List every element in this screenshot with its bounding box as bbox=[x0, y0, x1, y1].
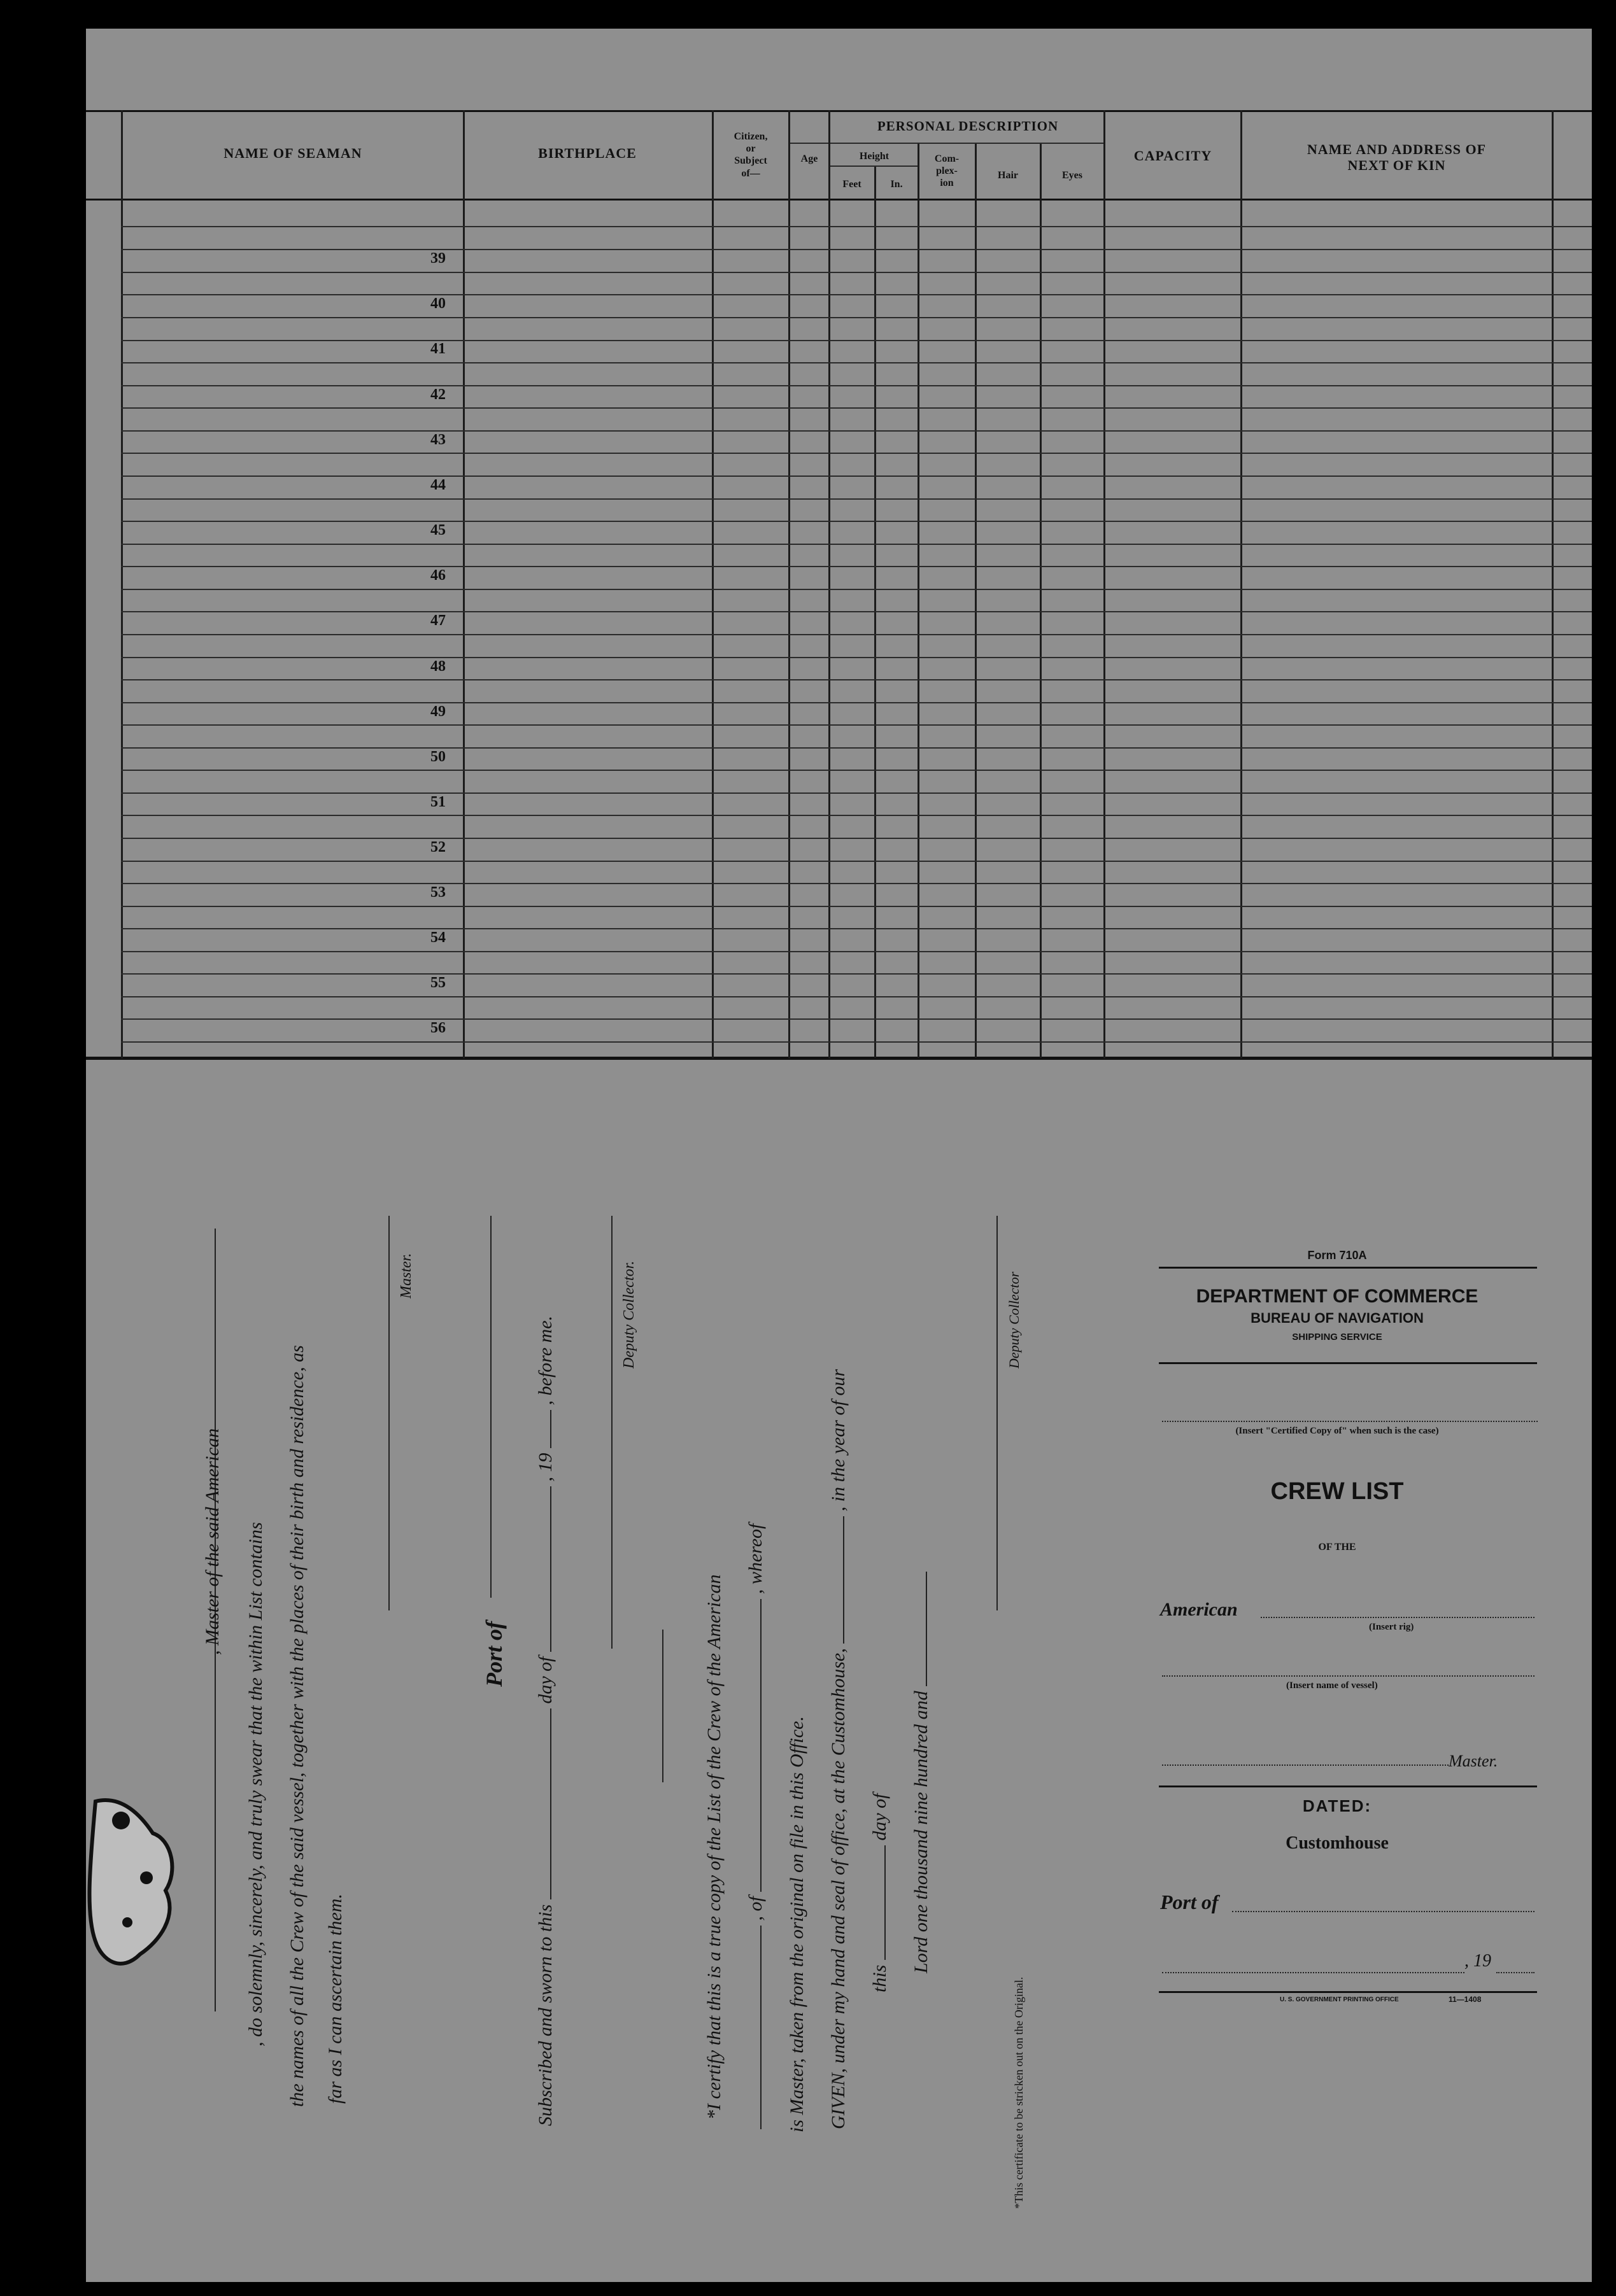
cover-rule bbox=[1159, 1267, 1537, 1269]
printing-office-imprint: U. S. GOVERNMENT PRINTING OFFICE bbox=[1280, 1996, 1399, 2003]
col-line bbox=[121, 110, 123, 1059]
row-line bbox=[121, 566, 1592, 567]
col-line bbox=[712, 110, 714, 1059]
row-number: 46 bbox=[430, 567, 446, 584]
row-number: 42 bbox=[430, 386, 446, 403]
header-kin-line: NEXT OF KIN bbox=[1347, 157, 1446, 174]
form-number: Form 710A bbox=[1307, 1249, 1367, 1262]
row-line bbox=[121, 838, 1592, 839]
print-code: 11—1408 bbox=[1449, 1995, 1482, 2004]
row-number: 39 bbox=[430, 250, 446, 267]
fill-blank bbox=[926, 1572, 927, 1686]
fill-blank bbox=[550, 1486, 551, 1652]
port-fill-line bbox=[490, 1216, 492, 1598]
oath-line-4: far as I can ascertain them. bbox=[325, 1894, 346, 2104]
header-name-of-seaman: NAME OF SEAMAN bbox=[223, 145, 362, 161]
row-line bbox=[121, 362, 1592, 363]
oath-line-3: the names of all the Crew of the said vessel, together with the places of their birth and residence, as bbox=[287, 1345, 308, 2107]
row-line bbox=[121, 747, 1592, 749]
certificate-divider bbox=[662, 1630, 663, 1782]
row-line bbox=[121, 951, 1592, 952]
customhouse-label: Customhouse bbox=[1286, 1833, 1389, 1853]
department-title: DEPARTMENT OF COMMERCE bbox=[1196, 1286, 1478, 1307]
col-line bbox=[1552, 110, 1554, 1059]
row-line bbox=[121, 1018, 1592, 1020]
certificate-line-4 bbox=[828, 1369, 849, 2129]
row-line bbox=[121, 815, 1592, 816]
header-citizen-line: of— bbox=[741, 167, 760, 179]
header-eyes: Eyes bbox=[1062, 170, 1082, 181]
day-of-label: day of bbox=[535, 1656, 556, 1704]
header-citizen-line: Subject bbox=[734, 155, 767, 167]
col-line bbox=[1240, 110, 1242, 1059]
header-birthplace: BIRTHPLACE bbox=[538, 145, 637, 161]
row-line bbox=[121, 702, 1592, 703]
row-line bbox=[121, 906, 1592, 907]
header-complexion bbox=[919, 153, 975, 190]
year-line bbox=[1496, 1972, 1534, 1973]
row-line bbox=[121, 407, 1592, 409]
oath-deputy-collector: Deputy Collector. bbox=[621, 1260, 637, 1369]
oath-port-of: Port of bbox=[481, 1621, 507, 1687]
row-line bbox=[121, 611, 1592, 612]
cover-year: , 19 bbox=[1464, 1951, 1491, 1971]
row-line bbox=[121, 340, 1592, 341]
cover-master-label: Master. bbox=[1449, 1752, 1498, 1770]
row-line bbox=[121, 973, 1592, 975]
row-number: 47 bbox=[430, 612, 446, 629]
fill-blank bbox=[760, 1926, 762, 2129]
insert-rig-note: (Insert rig) bbox=[1369, 1622, 1414, 1632]
personal-desc-rule bbox=[790, 143, 1105, 144]
row-line bbox=[121, 475, 1592, 477]
master-signature-line bbox=[388, 1216, 390, 1610]
crew-list-title: CREW LIST bbox=[1270, 1478, 1404, 1505]
row-line bbox=[121, 498, 1592, 500]
header-bottom-border bbox=[86, 199, 1592, 201]
oath-line-1: , Master of the said American bbox=[202, 1428, 223, 1655]
row-number: 44 bbox=[430, 477, 446, 493]
certificate-line-2 bbox=[745, 1524, 767, 2129]
col-line bbox=[874, 167, 876, 1058]
year-label: , 19 bbox=[535, 1453, 556, 1482]
row-line bbox=[121, 385, 1592, 386]
cover-rule bbox=[1159, 1991, 1537, 1993]
row-line bbox=[121, 226, 1592, 227]
row-line bbox=[121, 589, 1592, 590]
header-next-of-kin bbox=[1242, 141, 1552, 174]
cover-port-of: Port of bbox=[1160, 1891, 1219, 1913]
row-line bbox=[121, 249, 1592, 250]
header-citizen-line: Citizen, bbox=[734, 131, 768, 142]
date-line bbox=[1162, 1972, 1464, 1973]
oath-line-2: , do solemnly, sincerely, and truly swear that the within List contains bbox=[245, 1522, 266, 2046]
row-number: 54 bbox=[430, 929, 446, 946]
header-citizen-line: or bbox=[746, 143, 756, 155]
header-complexion-line: plex- bbox=[936, 166, 958, 177]
deputy-signature-line bbox=[611, 1216, 613, 1649]
row-line bbox=[121, 1041, 1592, 1043]
row-line bbox=[121, 634, 1592, 635]
header-feet: Feet bbox=[842, 179, 861, 190]
header-citizen bbox=[713, 130, 788, 180]
this-label: this bbox=[869, 1964, 890, 1992]
row-line bbox=[121, 679, 1592, 680]
header-height: Height bbox=[859, 151, 890, 162]
row-line bbox=[121, 430, 1592, 432]
table-top-border bbox=[86, 110, 1592, 112]
subscribed-label: Subscribed and sworn to this bbox=[535, 1904, 556, 2126]
row-number: 51 bbox=[430, 794, 446, 810]
of-the-label: OF THE bbox=[1318, 1542, 1356, 1553]
row-number: 55 bbox=[430, 975, 446, 991]
col-line bbox=[1040, 144, 1042, 1058]
col-line bbox=[463, 110, 465, 1059]
header-age: Age bbox=[800, 153, 818, 164]
fill-blank bbox=[843, 1516, 844, 1644]
dated-label: DATED: bbox=[1302, 1796, 1372, 1815]
fill-blank bbox=[550, 1708, 551, 1899]
certified-copy-line bbox=[1162, 1421, 1538, 1422]
row-line bbox=[121, 724, 1592, 726]
before-me-label: , before me. bbox=[535, 1315, 556, 1405]
master-label: Master. bbox=[398, 1253, 415, 1299]
service-title: SHIPPING SERVICE bbox=[1292, 1332, 1382, 1342]
row-number: 49 bbox=[430, 703, 446, 720]
header-complexion-line: ion bbox=[940, 178, 954, 189]
year-of-our-label: , in the year of our bbox=[828, 1369, 849, 1512]
bureau-title: BUREAU OF NAVIGATION bbox=[1251, 1310, 1424, 1326]
header-personal-description: PERSONAL DESCRIPTION bbox=[877, 118, 1059, 134]
certificate-footnote: *This certificate to be stricken out on the Original. bbox=[1012, 1976, 1025, 2209]
certificate-deputy-collector: Deputy Collector bbox=[1006, 1271, 1022, 1369]
header-capacity: CAPACITY bbox=[1133, 148, 1212, 164]
fill-blank bbox=[760, 1599, 762, 1892]
row-number: 48 bbox=[430, 658, 446, 675]
row-number: 50 bbox=[430, 749, 446, 765]
fill-blank bbox=[550, 1410, 551, 1448]
header-kin-line: NAME AND ADDRESS OF bbox=[1307, 141, 1487, 157]
row-number: 43 bbox=[430, 432, 446, 448]
row-number: 41 bbox=[430, 341, 446, 357]
row-number: 56 bbox=[430, 1020, 446, 1036]
header-hair: Hair bbox=[998, 170, 1018, 181]
row-line bbox=[121, 294, 1592, 295]
row-line bbox=[121, 928, 1592, 929]
lord-label: Lord one thousand nine hundred and bbox=[911, 1691, 932, 1973]
row-number: 45 bbox=[430, 522, 446, 539]
vessel-name-line bbox=[1162, 1675, 1534, 1677]
row-line bbox=[121, 317, 1592, 318]
col-line bbox=[788, 110, 790, 1059]
master-name-line bbox=[1162, 1764, 1449, 1766]
row-number: 52 bbox=[430, 839, 446, 856]
row-line bbox=[121, 521, 1592, 522]
row-line bbox=[121, 544, 1592, 545]
header-complexion-line: Com- bbox=[934, 153, 960, 164]
row-line bbox=[121, 792, 1592, 794]
whereof-label: , whereof bbox=[745, 1523, 766, 1595]
cover-rule bbox=[1159, 1785, 1537, 1787]
col-line bbox=[918, 144, 919, 1058]
table-bottom-border bbox=[86, 1057, 1592, 1060]
certificate-line-6 bbox=[911, 1572, 932, 1973]
given-label: GIVEN, under my hand and seal of office, at the Customhouse, bbox=[828, 1648, 849, 2129]
row-line bbox=[121, 657, 1592, 658]
rig-line bbox=[1261, 1617, 1534, 1618]
row-line bbox=[121, 453, 1592, 454]
row-line bbox=[121, 996, 1592, 997]
day-of-label: day of bbox=[869, 1793, 890, 1841]
certificate-line-1: *I certify that this is a true copy of the List of the Crew of the American bbox=[704, 1574, 725, 2120]
certificate-line-5 bbox=[869, 1793, 891, 1992]
row-line bbox=[121, 272, 1592, 273]
insert-certified-note: (Insert "Certified Copy of" when such is the case) bbox=[1235, 1426, 1439, 1436]
insert-vessel-note: (Insert name of vessel) bbox=[1286, 1680, 1378, 1691]
certificate-line-3: is Master, taken from the original on file in this Office. bbox=[786, 1716, 807, 2132]
of-label: , of bbox=[745, 1896, 766, 1921]
american-label: American bbox=[1160, 1599, 1238, 1620]
row-number: 40 bbox=[430, 295, 446, 312]
deputy-signature-line bbox=[996, 1216, 998, 1610]
row-line bbox=[121, 883, 1592, 884]
header-inches: In. bbox=[890, 179, 903, 190]
col-line bbox=[1103, 110, 1105, 1059]
cover-rule bbox=[1159, 1362, 1537, 1364]
col-line bbox=[975, 144, 977, 1058]
col-line bbox=[828, 110, 830, 1059]
row-number: 53 bbox=[430, 884, 446, 901]
paper-damage bbox=[83, 1795, 210, 1986]
row-line bbox=[121, 861, 1592, 862]
row-line bbox=[121, 770, 1592, 771]
fill-blank bbox=[884, 1845, 886, 1960]
port-line bbox=[1232, 1911, 1534, 1912]
subscribed-text bbox=[535, 1316, 556, 2126]
